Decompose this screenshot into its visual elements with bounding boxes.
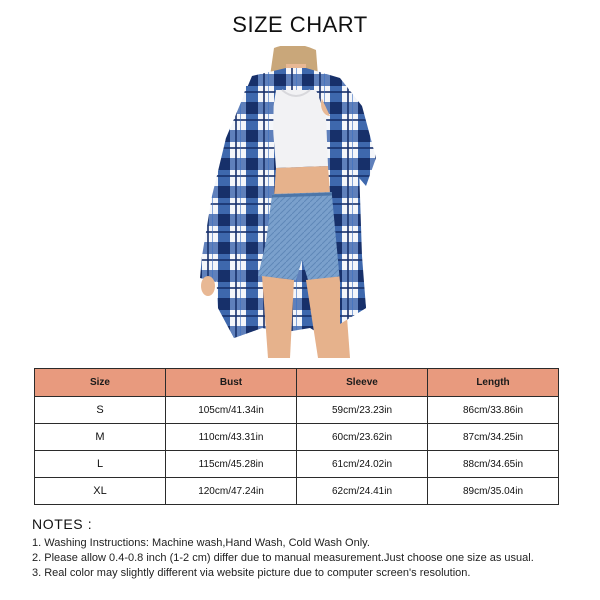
sleeve-cell: 62cm/24.41in (297, 478, 428, 505)
sleeve-cell: 60cm/23.62in (297, 424, 428, 451)
column-header-sleeve: Sleeve (297, 369, 428, 397)
product-photo (190, 46, 400, 358)
table-row (35, 478, 559, 505)
size-cell: L (35, 451, 166, 478)
bust-cell: 115cm/45.28in (166, 451, 297, 478)
table-row (35, 397, 559, 424)
note-item: 1. Washing Instructions: Machine wash,Hand Wash, Cold Wash Only. (32, 537, 370, 549)
note-item: 2. Please allow 0.4-0.8 inch (1-2 cm) differ due to manual measurement.Just choose one size as usual. (32, 552, 534, 564)
table-row (35, 424, 559, 451)
note-item: 3. Real color may slightly different via website picture due to computer screen's resolution. (32, 567, 471, 579)
notes-heading: NOTES : (32, 516, 93, 532)
bust-cell: 110cm/43.31in (166, 424, 297, 451)
notes-section (32, 516, 592, 581)
table-header-row (35, 369, 559, 397)
sleeve-cell: 61cm/24.02in (297, 451, 428, 478)
size-cell: M (35, 424, 166, 451)
bust-cell: 105cm/41.34in (166, 397, 297, 424)
sleeve-cell: 59cm/23.23in (297, 397, 428, 424)
column-header-size: Size (35, 369, 166, 397)
column-header-bust: Bust (166, 369, 297, 397)
size-cell: XL (35, 478, 166, 505)
length-cell: 86cm/33.86in (428, 397, 559, 424)
length-cell: 89cm/35.04in (428, 478, 559, 505)
bust-cell: 120cm/47.24in (166, 478, 297, 505)
column-header-length: Length (428, 369, 559, 397)
length-cell: 87cm/34.25in (428, 424, 559, 451)
model-plaid-shirt-photo (190, 46, 400, 358)
size-cell: S (35, 397, 166, 424)
page-title: SIZE CHART (232, 12, 368, 37)
size-chart-table (34, 368, 559, 505)
length-cell: 88cm/34.65in (428, 451, 559, 478)
table-row (35, 451, 559, 478)
